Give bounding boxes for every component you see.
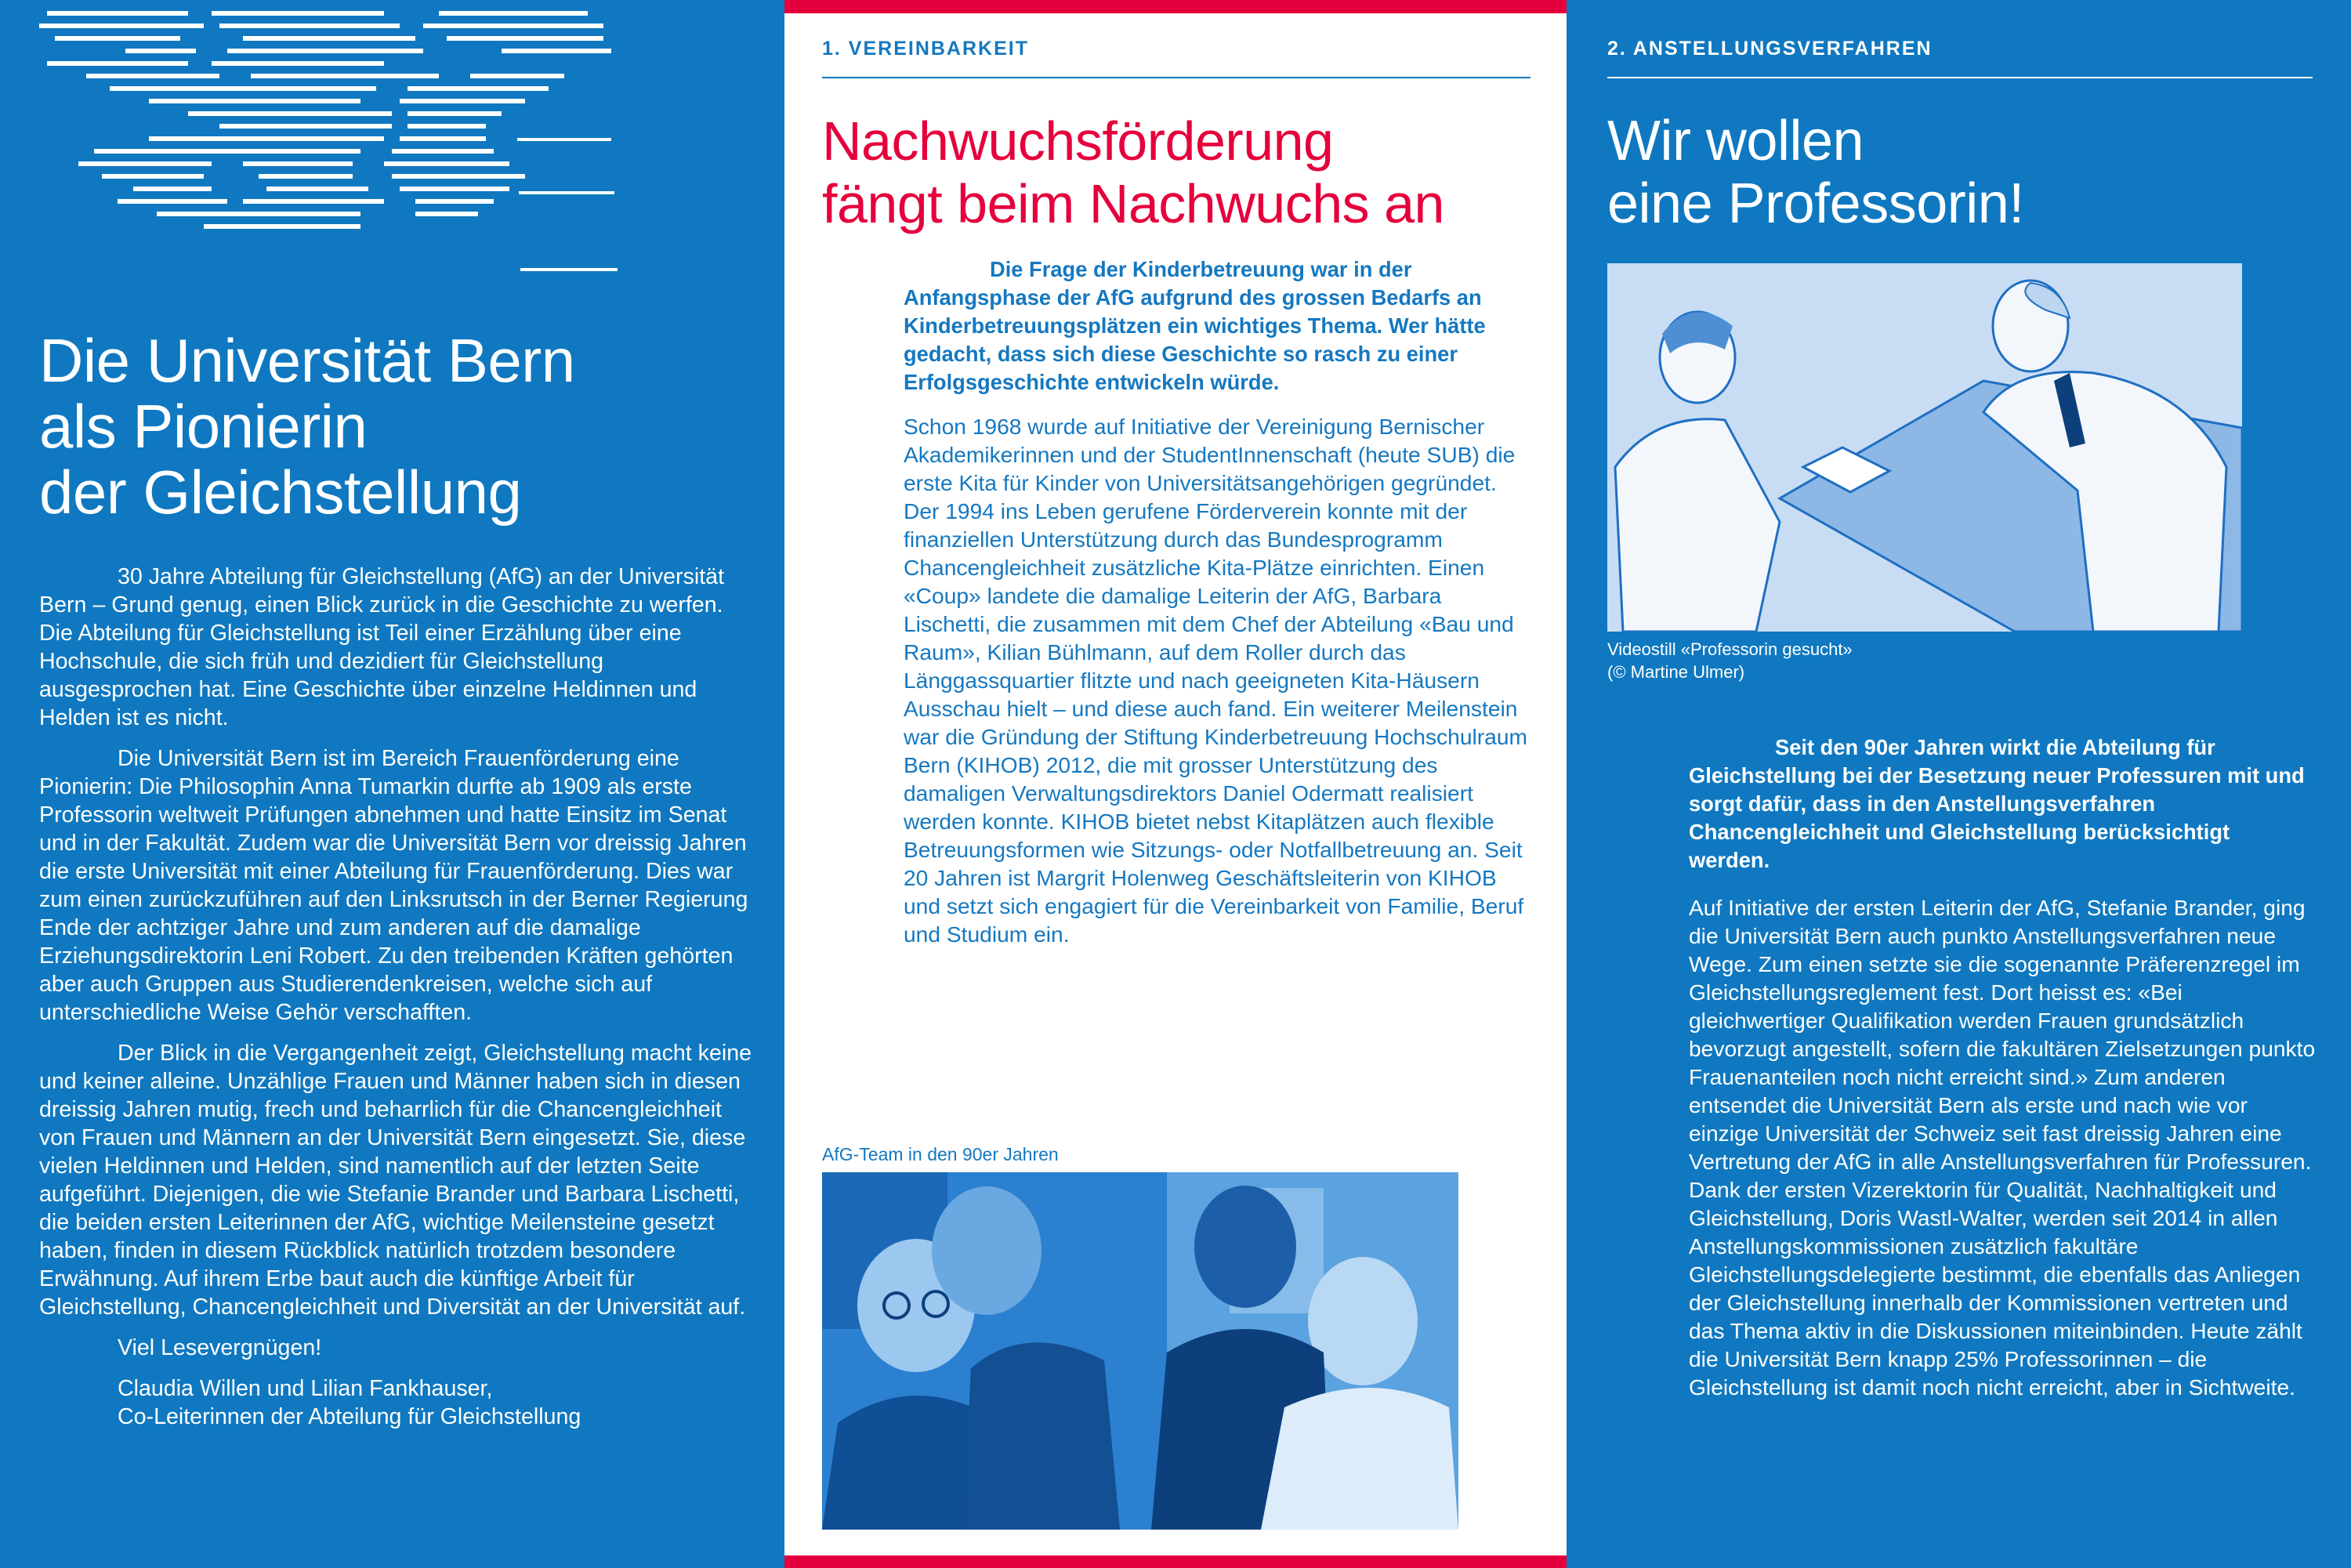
signature-line: Claudia Willen und Lilian Fankhauser, bbox=[118, 1376, 493, 1401]
illustration-caption bbox=[1607, 638, 1853, 683]
caption-line: (© Martine Ulmer) bbox=[1607, 662, 1745, 682]
divider bbox=[1607, 77, 2313, 78]
body-text bbox=[904, 412, 1531, 961]
title-line: Wir wollen bbox=[1607, 110, 1864, 172]
top-accent-bar bbox=[784, 0, 1567, 13]
title-line: der Gleichstellung bbox=[39, 458, 522, 527]
title-line: Nachwuchsförderung bbox=[822, 110, 1334, 172]
body-paragraph: Auf Initiative der ersten Leiterin der AfG, Stefanie Brander, ging die Universität Bern auch punkto Anstellungsverfahren neue Wege. Zum einen setzte sie die sogenannte Präferenzregel im Gleichstellungsreglement fest. Dort heisst es: «Bei gleichwertiger Qualifikation werden Frauen grundsätzlich bevorzugt angestellt, sofern die fakultären Zielsetzungen punkto Frauenanteilen noch nicht erreicht sind.» Zum anderen entsendet die Universität Bern als erste und nach wie vor einzige Universität der Schweiz seit fast dreissig Jahren eine Vertretung der AfG in alle Anstellungsverfahren für Professuren. Dank der ersten Vizerektorin für Qualität, Nachhaltigkeit und Gleichstellung, Doris Wastl-Walter, werden seit 2014 in allen Anstellungskommissionen zusätzlich fakultäre Gleichstellungsdelegierte bestimmt, die ebenfalls das Anliegen der Gleichstellung innerhalb der Kommissionen vertreten und das Thema aktiv in die Diskussionen miteinbinden. Heute zählt die Universität Bern knapp 25% Professorinnen – die Gleichstellung ist damit noch nicht erreicht, aber in Sichtweite. bbox=[1689, 895, 2316, 1400]
intro-panel bbox=[0, 0, 784, 1568]
intro-paragraph: Der Blick in die Vergangenheit zeigt, Gleichstellung macht keine und keiner alleine. Unzählige Frauen und Männer haben sich in diesen dreissig Jahren mutig, frech und beharrlich für die Chancengleichheit von Frauen und Männern an der Universität Bern eingesetzt. Sie, diese vielen Heldinnen und Helden, sind namentlich auf der letzten Seite aufgeführt. Diejenigen, die wie Stefanie Brander und Barbara Lischetti, die beiden ersten Leiterinnen der AfG, wichtige Meilensteine gesetzt haben, finden in diesem Rückblick natürlich trotzdem besondere Erwähnung. Auf ihrem Erbe baut auch die künftige Arbeit für Gleichstellung, Chancengleichheit und Diversität an der Universität auf. bbox=[39, 1041, 752, 1320]
caption-line: Videostill «Professorin gesucht» bbox=[1607, 639, 1853, 659]
title-line: eine Professorin! bbox=[1607, 172, 2024, 235]
intro-body bbox=[39, 563, 752, 1431]
photo-caption: AfG-Team in den 90er Jahren bbox=[822, 1144, 1059, 1164]
signature-line: Co-Leiterinnen der Abteilung für Gleichstellung bbox=[118, 1404, 581, 1429]
striped-30-logo-icon bbox=[31, 6, 627, 273]
title-line: als Pionierin bbox=[39, 392, 368, 461]
hiring-panel bbox=[1567, 0, 2351, 1568]
greeting: Viel Lesevergnügen! bbox=[118, 1335, 322, 1360]
team-photo-icon bbox=[822, 1172, 1458, 1530]
team-photo bbox=[822, 1172, 1458, 1530]
intro-paragraph: 30 Jahre Abteilung für Gleichstellung (AfG) an der Universität Bern – Grund genug, einen Blick zurück in die Geschichte zu werfen. Die Abteilung für Gleichstellung ist Teil einer Erzählung über eine Hochschule, die sich früh und dezidiert für Gleichstellung ausgesprochen hat. Eine Geschichte über einzelne Heldinnen und Helden ist es nicht. bbox=[39, 564, 725, 730]
section-kicker: 1. VEREINBARKEIT bbox=[822, 38, 1029, 60]
bottom-accent-bar bbox=[784, 1555, 1567, 1568]
video-still-illustration bbox=[1607, 263, 2242, 632]
intro-title bbox=[39, 328, 768, 525]
reconciliation-panel bbox=[784, 0, 1567, 1568]
intro-paragraph: Die Universität Bern ist im Bereich Frauenförderung eine Pionierin: Die Philosophin Anna Tumarkin durfte ab 1909 als erste Professorin weltweit Prüfungen abnehmen und hatte Einsitz im Senat und in der Fakultät. Zudem war die Universität Bern vor dreissig Jahren die erste Universität mit einer Abteilung für Frauenförderung. Dies war zum einen zurückzuführen auf den Linksrutsch in der Berner Regierung Ende der achtziger Jahre und zum anderen auf die damalige Erziehungsdirektorin Leni Robert. Zu den treibenden Kräften gehörten aber auch Gruppen aus Studierendenkreisen, welche sich auf unterschiedliche Weise Gehör verschafften. bbox=[39, 746, 748, 1025]
lead-text bbox=[904, 255, 1531, 397]
lead-paragraph: Die Frage der Kinderbetreuung war in der Anfangsphase der AfG aufgrund des grossen Bedarfs an Kinderbetreuungsplätzen ein wichtiges Thema. Wer hätte gedacht, dass sich diese Geschichte so rasch zu einer Erfolgsgeschichte entwickeln würde. bbox=[904, 257, 1486, 394]
lead-text bbox=[1689, 733, 2316, 875]
section-title bbox=[822, 110, 1543, 235]
title-line: Die Universität Bern bbox=[39, 326, 575, 395]
body-paragraph: Schon 1968 wurde auf Initiative der Vereinigung Bernischer Akademikerinnen und der StudentInnenschaft (heute SUB) die erste Kita für Kinder von Universitätsangehörigen gegründet. Der 1994 ins Leben gerufene Förderverein konnte mit der finanziellen Unterstützung durch das Bundesprogramm Chancengleichheit zusätzliche Kita-Plätze einrichten. Einen «Coup» landete die damalige Leiterin der AfG, Barbara Lischetti, die zusammen mit dem Chef der Abteilung «Bau und Raum», Kilian Bühlmann, auf dem Roller durch das Länggassquartier flitzte und nach geeigneten Kita-Häusern Ausschau hielt – und diese auch fand. Ein weiterer Meilenstein war die Gründung der Stiftung Kinderbetreuung Hochschulraum Bern (KIHOB) 2012, die mit grosser Unterstützung des damaligen Verwaltungsdirektors Daniel Odermatt realisiert werden konnte. KIHOB bietet nebst Kitaplätzen auch flexible Betreuungsformen wie Sitzungs- oder Notfallbetreuung an. Seit 20 Jahren ist Margrit Holenweg Geschäftsleiterin von KIHOB und setzt sich engagiert für die Vereinbarkeit von Familie, Beruf und Studium ein. bbox=[904, 414, 1527, 947]
interview-illustration-icon bbox=[1607, 263, 2242, 632]
title-line: fängt beim Nachwuchs an bbox=[822, 173, 1444, 234]
divider bbox=[822, 77, 1531, 78]
section-title bbox=[1607, 110, 2328, 235]
body-text bbox=[1689, 893, 2316, 1414]
lead-paragraph: Seit den 90er Jahren wirkt die Abteilung für Gleichstellung bei der Besetzung neuer Professuren mit und sorgt dafür, dass in den Anstellungsverfahren Chancengleichheit und Gleichstellung berücksichtigt werden. bbox=[1689, 735, 2305, 872]
section-kicker: 2. ANSTELLUNGSVERFAHREN bbox=[1607, 38, 1933, 60]
